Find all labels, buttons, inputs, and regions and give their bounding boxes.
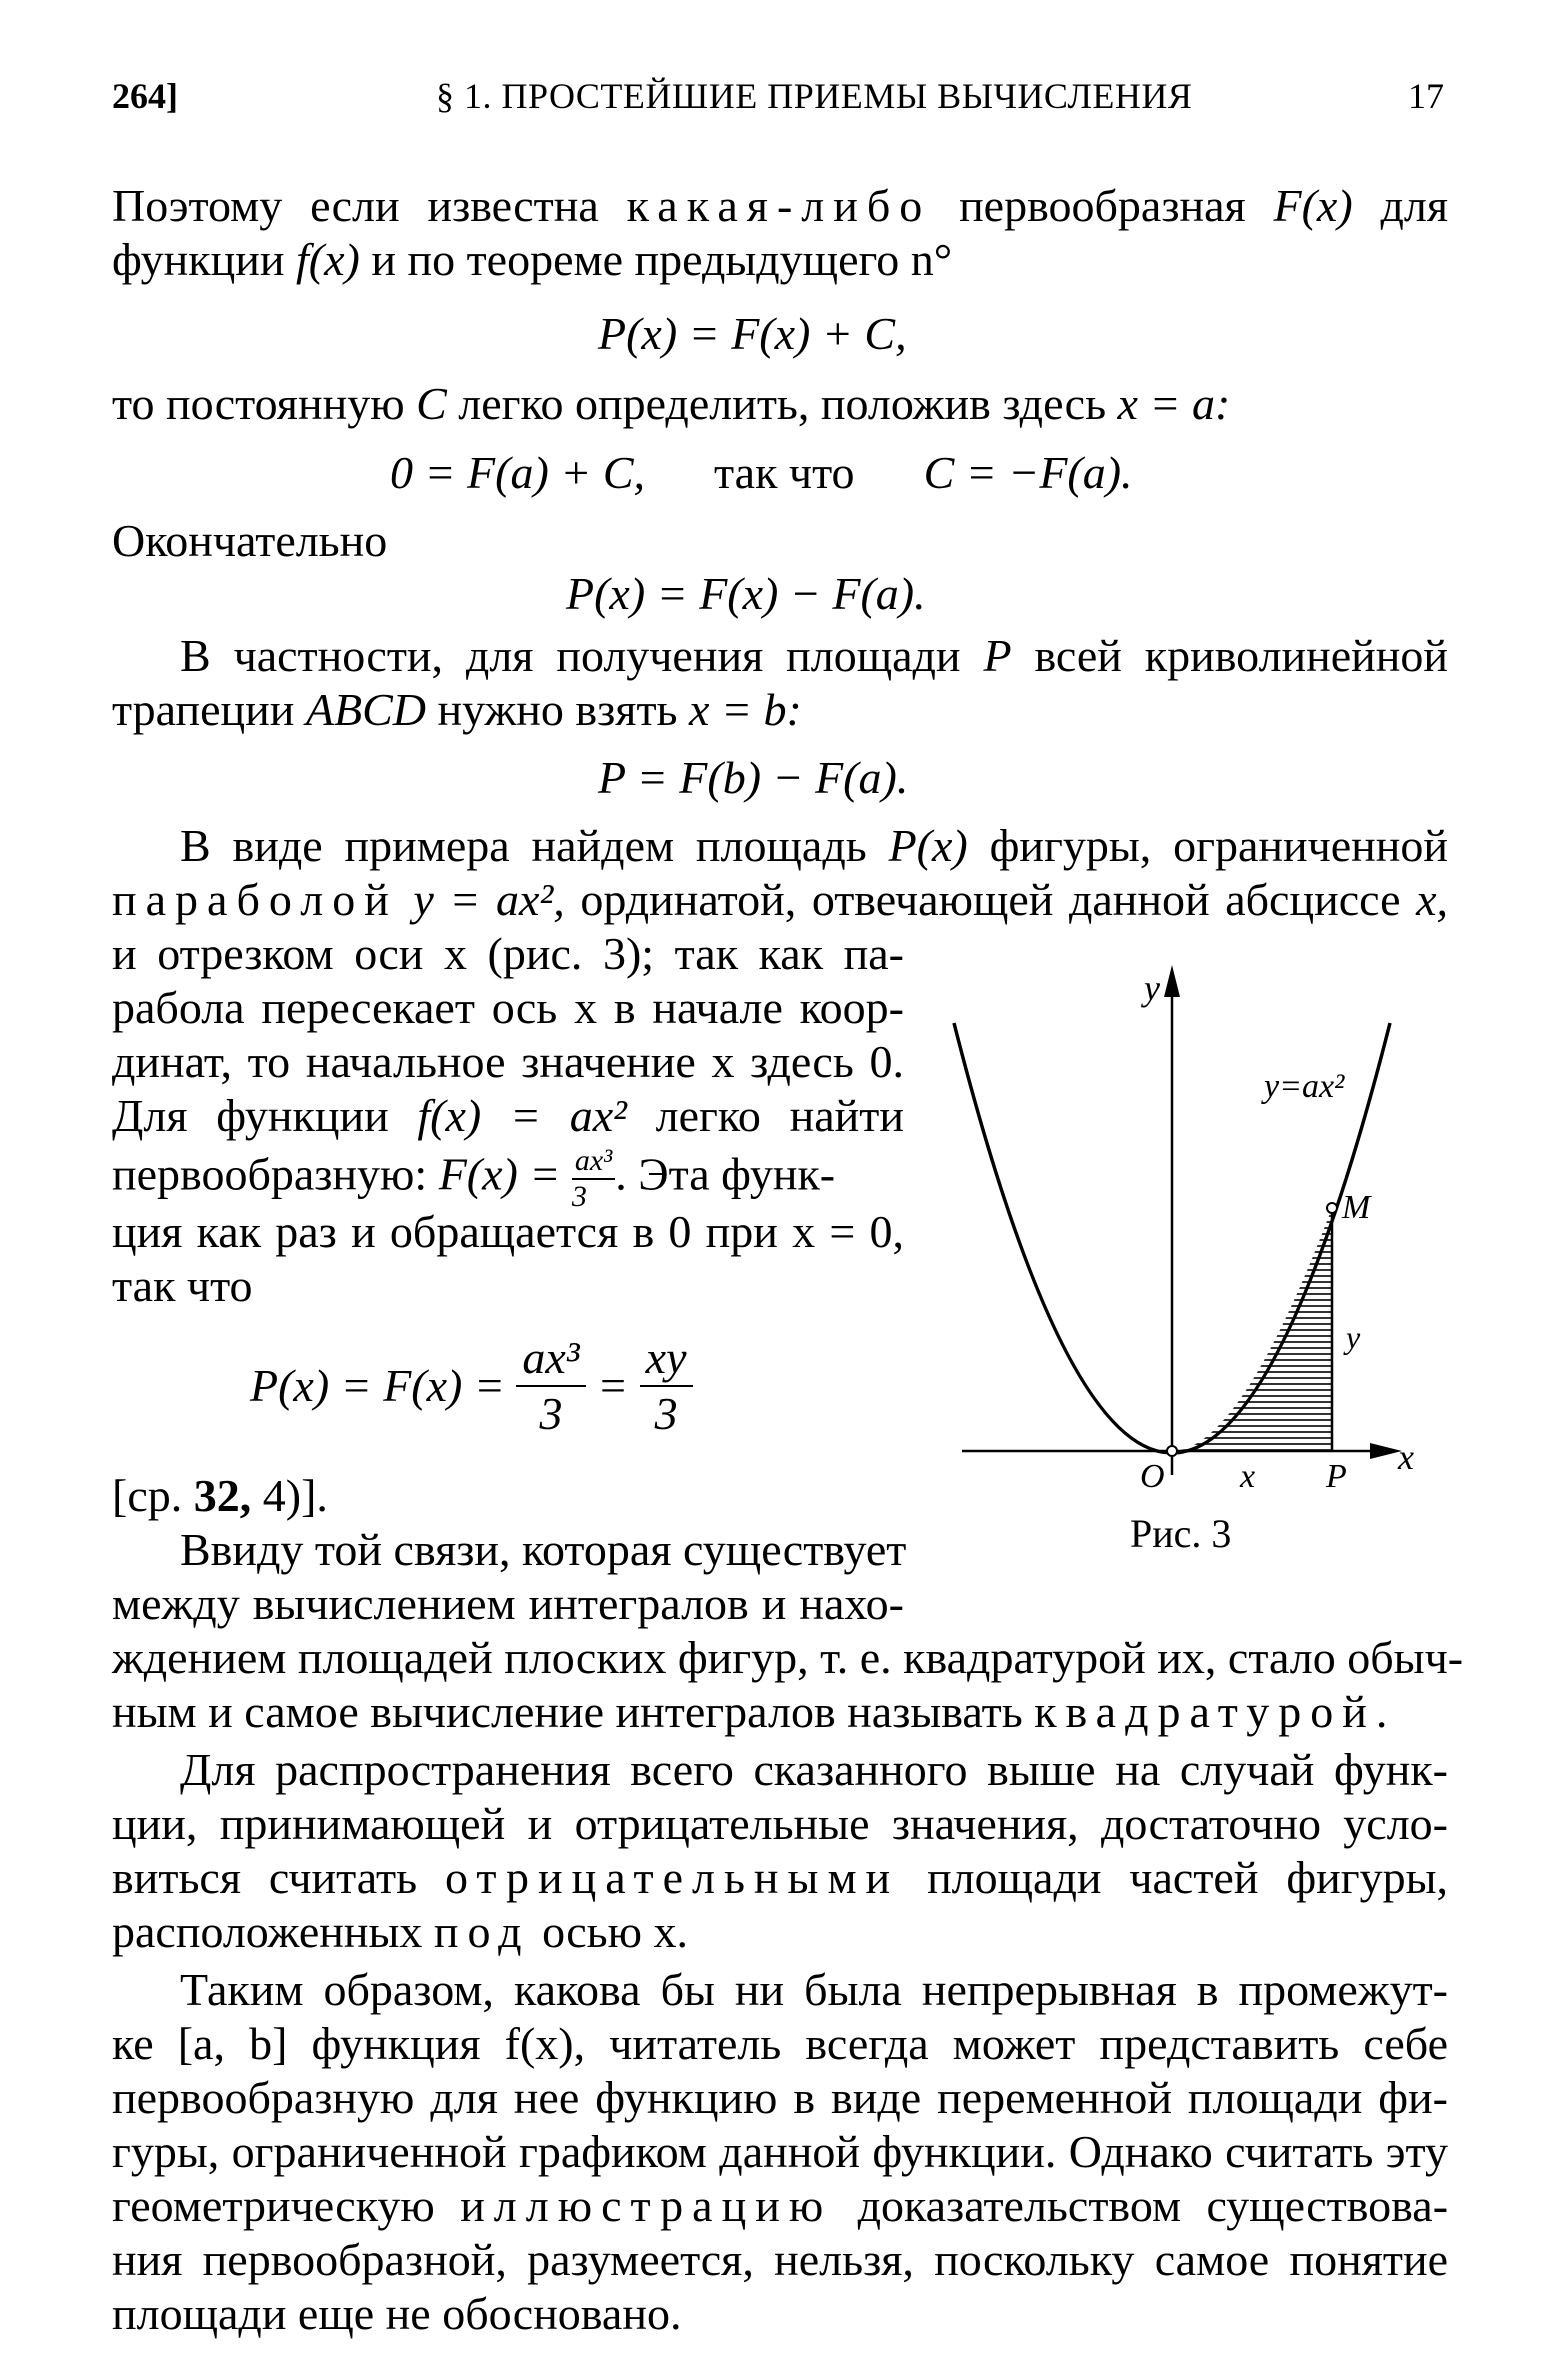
origin-label: O: [1140, 1458, 1165, 1495]
paragraph-line: виться считать отрицательными площади частей фигуры,: [112, 1852, 1449, 1903]
equation: 0 = F(a) + C, так что C = −F(a).: [390, 447, 1133, 498]
fraction: $\frac{xy}{3}$: [640, 1335, 693, 1437]
page-number: 17: [1408, 76, 1444, 116]
paragraph-line: первообразную: F(x) = $\frac{\text{ax³}}{3}$ . Эта функ-: [112, 1144, 836, 1213]
page-ref: 264]: [112, 76, 178, 116]
origin-marker: [1167, 1446, 1177, 1456]
paragraph-line: Поэтому если известна какая-либо первообразная F(x) для: [112, 180, 1449, 231]
paragraph-line: расположенных под осью x.: [112, 1906, 688, 1957]
inline-fraction: $\frac{\text{ax³}}{3}$: [572, 1146, 615, 1212]
x-axis-label: x: [1398, 1437, 1414, 1477]
point-m-label: M: [1342, 1189, 1371, 1226]
paragraph-line: первообразную для нее функцию в виде переменной площади фи-: [112, 2072, 1448, 2123]
paragraph-line: функции f(x) и по теореме предыдущего n°: [112, 234, 953, 285]
paragraph-line: В виде примера найдем площадь P(x) фигуры, ограниченной: [180, 820, 1449, 871]
equation: P = F(b) − F(a).: [598, 752, 909, 803]
paragraph-line: между вычислением интегралов и нахо-: [112, 1578, 904, 1629]
equation: P(x) = F(x) − F(a).: [566, 568, 926, 619]
paragraph-line: и отрезком оси x (рис. 3); так как па-: [112, 928, 904, 979]
shaded-area: [1172, 1208, 1332, 1451]
paragraph-line: ния первообразной, разумеется, нельзя, поскольку самое понятие: [112, 2234, 1448, 2285]
figure-parabola: [950, 955, 1440, 1515]
paragraph-line: ным и самое вычисление интегралов называть квадратурой.: [112, 1686, 1397, 1737]
paragraph-line: ция как раз и обращается в 0 при x = 0,: [112, 1206, 904, 1257]
paragraph-line: так что: [112, 1260, 253, 1311]
paragraph-line: ке [a, b] функция f(x), читатель всегда может представить себе: [112, 2018, 1448, 2069]
paragraph-line: Для распространения всего сказанного выше на случай функ-: [180, 1744, 1448, 1795]
curve-label: y=ax²: [1264, 1068, 1345, 1105]
section-title: § 1. ПРОСТЕЙШИЕ ПРИЕМЫ ВЫЧИСЛЕНИЯ: [436, 76, 1193, 116]
paragraph-line: трапеции ABCD нужно взять x = b:: [112, 684, 802, 735]
equation: P(x) = F(x) = $\frac{\text{ax³}}{3}$ = $\frac{xy}{3}$: [250, 1335, 693, 1437]
y-axis-label: y: [1144, 968, 1160, 1008]
paragraph-line: динат, то начальное значение x здесь 0.: [112, 1036, 904, 1087]
paragraph-line: ждением площадей плоских фигур, т. е. квадратурой их, стало обыч-: [112, 1632, 1464, 1683]
ordinate-label: y: [1346, 1319, 1361, 1355]
fraction: $\frac{\text{ax³}}{3}$: [516, 1335, 585, 1437]
paragraph-line: Для функции f(x) = ax² легко найти: [112, 1090, 904, 1141]
paragraph-line: ции, принимающей и отрицательные значения, достаточно усло-: [112, 1798, 1448, 1849]
point-m-marker: [1327, 1203, 1337, 1213]
figure-caption: Рис. 3: [1130, 1511, 1232, 1556]
abscissa-label: x: [1240, 1458, 1256, 1495]
paragraph-line: [ср. 32, 4)].: [112, 1470, 328, 1521]
point-p-label: P: [1326, 1458, 1347, 1495]
equation: P(x) = F(x) + C,: [598, 308, 907, 359]
paragraph-line: Окончательно: [112, 515, 388, 566]
paragraph-line: Таким образом, какова бы ни была непрерывная в промежут-: [180, 1964, 1448, 2015]
y-axis-arrow-icon: [1164, 965, 1180, 997]
paragraph-line: Ввиду той связи, которая существует: [180, 1524, 907, 1575]
paragraph-line: рабола пересекает ось x в начале коор-: [112, 982, 904, 1033]
paragraph-line: гуры, ограниченной графиком данной функции. Однако считать эту: [112, 2126, 1448, 2177]
paragraph-line: площади еще не обосновано.: [112, 2288, 682, 2339]
paragraph-line: то постоянную C легко определить, положив здесь x = a:: [112, 378, 1231, 429]
paragraph-line: геометрическую иллюстрацию доказательством существова-: [112, 2180, 1449, 2231]
paragraph-line: параболой y = ax², ординатой, отвечающей данной абсциссе x,: [112, 874, 1449, 925]
paragraph-line: В частности, для получения площади P всей криволинейной: [180, 630, 1449, 681]
